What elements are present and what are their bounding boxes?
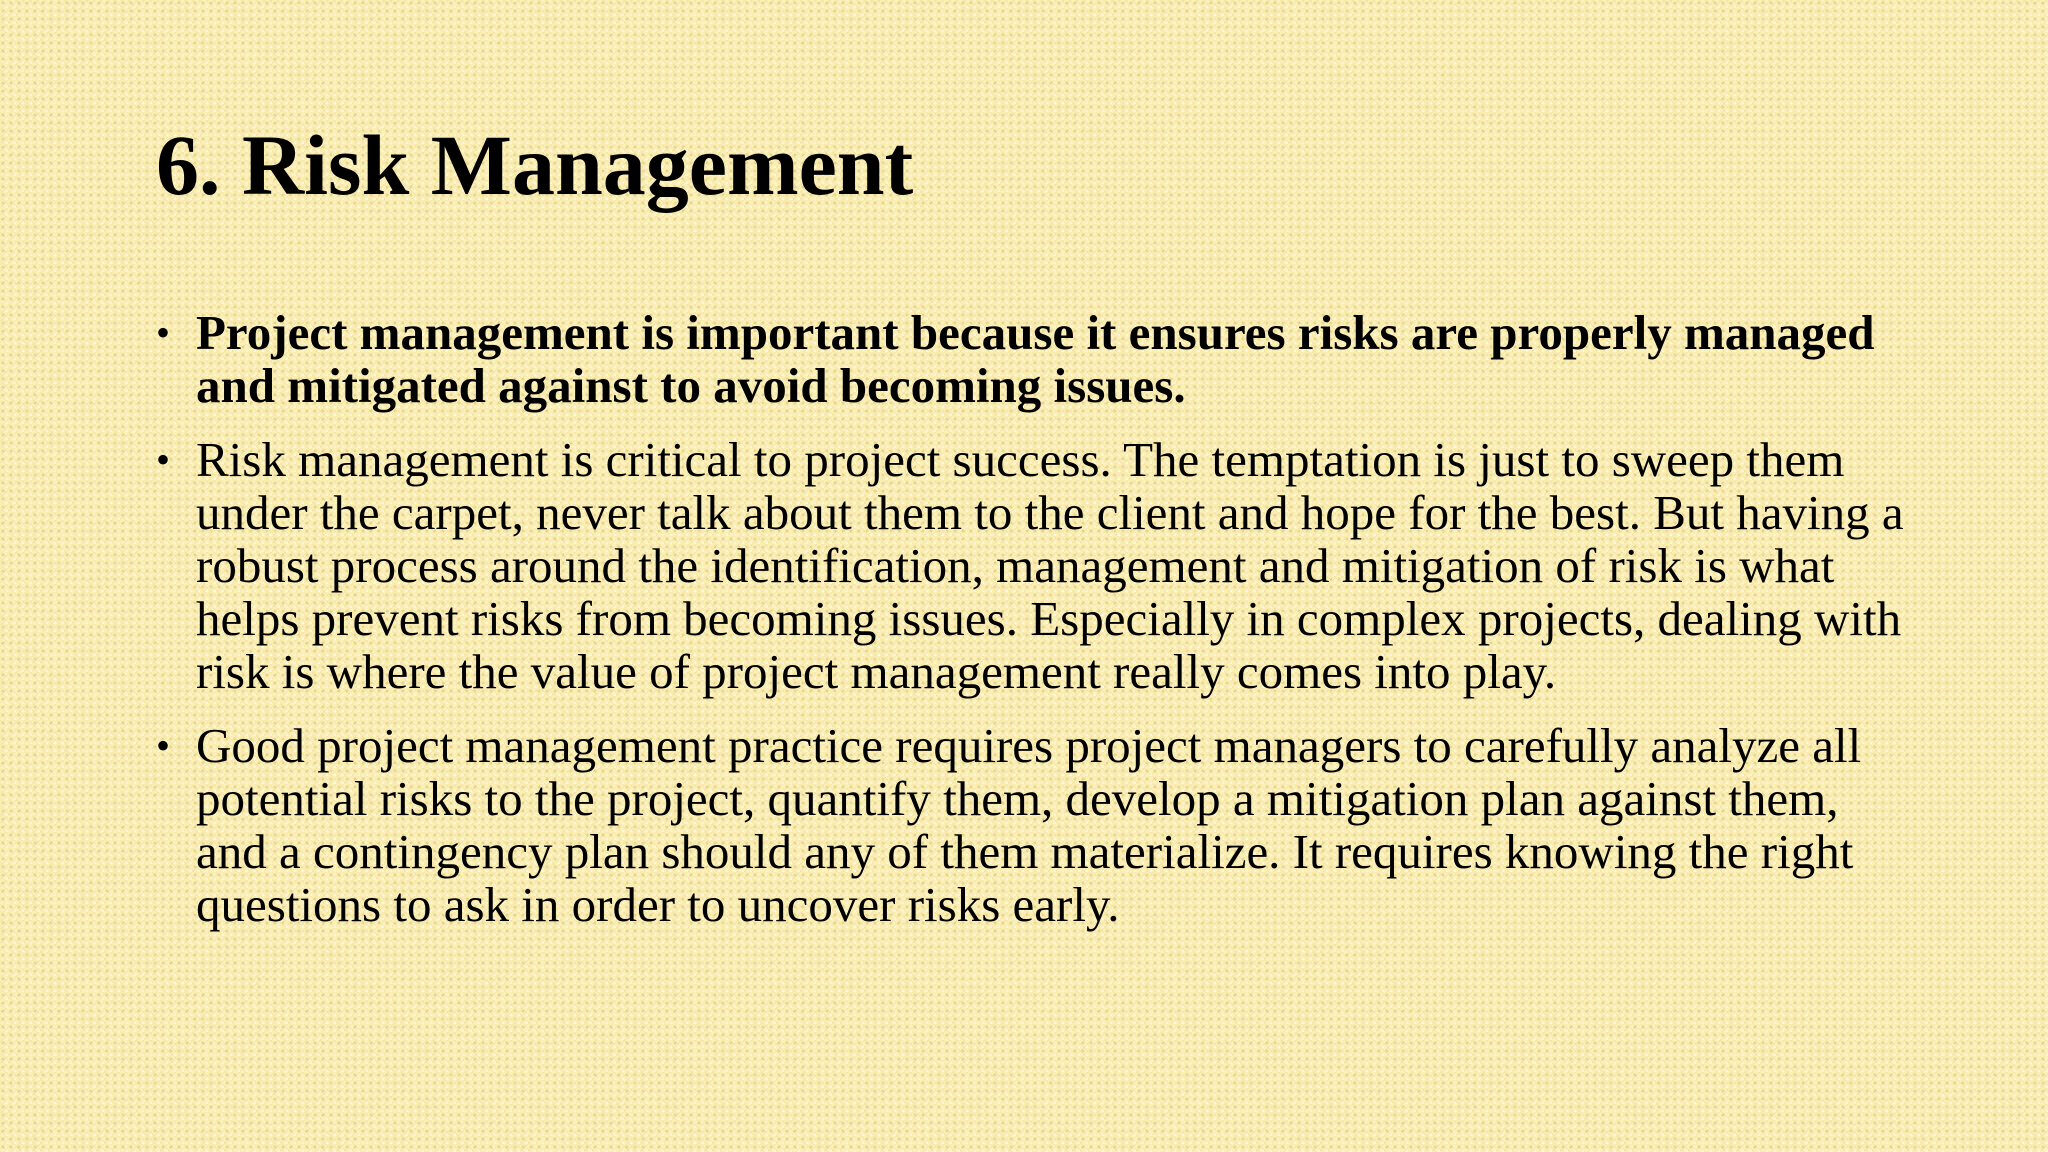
bullet-text: Good project management practice requires project managers to carefully analyze all potential risks to the project, quantify them, develop a mitigation plan against them, and a contingency plan should any of them materialize. It requires knowing the right questions to ask in order to uncover risks early. (196, 718, 1862, 932)
bullet-marker: • (156, 437, 171, 482)
bullet-text: Project management is important because it ensures risks are properly managed and mitigated against to avoid becoming issues. (196, 305, 1875, 413)
bullet-item (156, 306, 1916, 412)
bullet-marker: • (156, 723, 171, 768)
slide-title: 6. Risk Management (156, 117, 914, 213)
bullet-item (156, 433, 1916, 698)
bullet-text: Risk management is critical to project success. The temptation is just to sweep them under the carpet, never talk about them to the client and hope for the best. But having a robust process around the identification, management and mitigation of risk is what helps prevent risks from becoming issues. Especially in complex projects, dealing with risk is where the value of project management really comes into play. (196, 432, 1904, 699)
bullet-item (156, 719, 1916, 931)
bullet-marker: • (156, 310, 171, 355)
bullet-list (156, 306, 1916, 952)
